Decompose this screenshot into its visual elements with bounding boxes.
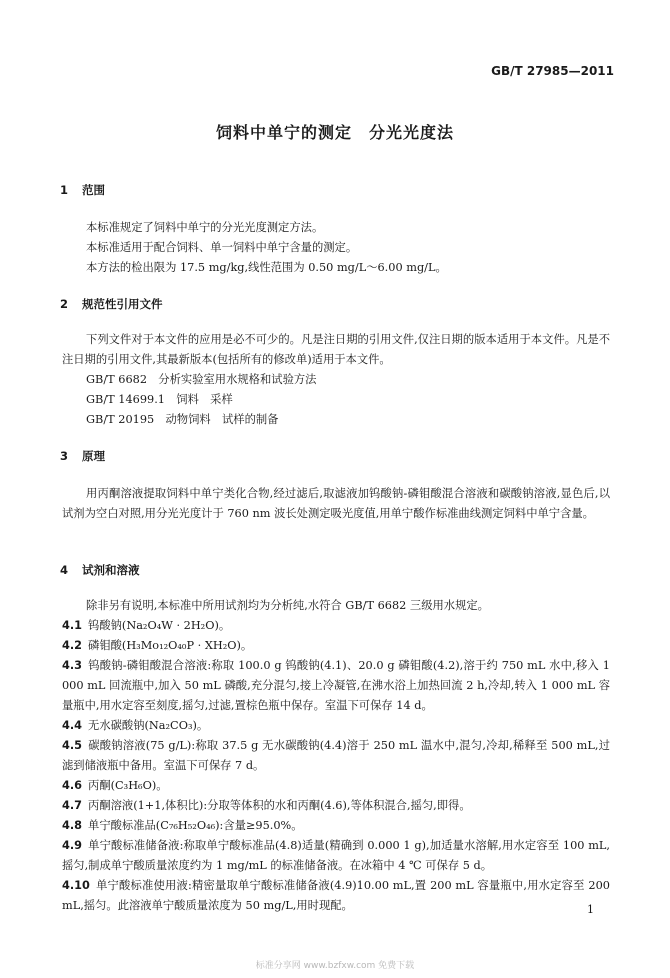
section-4-heading: [60, 562, 140, 578]
paragraph: 本标准规定了饲料中单宁的分光光度测定方法。: [86, 221, 324, 234]
list-item: [62, 716, 610, 736]
section-title: 原理: [82, 449, 105, 463]
paragraph: 除非另有说明,本标准中所用试剂均为分析纯,水符合 GB/T 6682 三级用水规定。: [86, 599, 489, 612]
section-2-heading: [60, 296, 163, 312]
item-number: 4.6: [62, 779, 83, 792]
item-text: 碳酸钠溶液(75 g/L):称取 37.5 g 无水碳酸钠(4.4)溶于 250 mL 温水中,混匀,冷却,稀释至 500 mL,过滤到储液瓶中备用。室温下可保存 7 d。: [62, 739, 610, 772]
item-text: 单宁酸标准储备液:称取单宁酸标准品(4.8)适量(精确到 0.000 1 g),加适量水溶解,用水定容至 100 mL,摇匀,制成单宁酸质量浓度约为 1 mg/mL 的标准储备液。在冰箱中 4 ℃ 可保存 5 d。: [62, 839, 610, 872]
item-text: 钨酸钠(Na₂O₄W · 2H₂O)。: [88, 619, 231, 632]
list-item: [62, 736, 610, 776]
section-number: 1: [60, 183, 69, 197]
section-number: 4: [60, 563, 69, 577]
item-number: 4.7: [62, 799, 83, 812]
reference-item: GB/T 14699.1 饲料 采样: [86, 393, 233, 406]
item-text: 单宁酸标准使用液:精密量取单宁酸标准储备液(4.9)10.00 mL,置 200 mL 容量瓶中,用水定容至 200 mL,摇匀。此溶液单宁酸质量浓度为 50 mg/L,用时现配。: [62, 879, 610, 912]
section-title: 试剂和溶液: [82, 563, 140, 577]
item-number: 4.8: [62, 819, 83, 832]
list-item: [62, 816, 610, 836]
reference-item: GB/T 20195 动物饲料 试样的制备: [86, 413, 279, 426]
item-text: 丙酮溶液(1+1,体积比):分取等体积的水和丙酮(4.6),等体积混合,摇匀,即得。: [88, 799, 471, 812]
list-item: [62, 876, 610, 916]
paragraph: 本方法的检出限为 17.5 mg/kg,线性范围为 0.50 mg/L～6.00 mg/L。: [86, 261, 447, 274]
page-number: 1: [587, 903, 594, 916]
paragraph: 下列文件对于本文件的应用是必不可少的。凡是注日期的引用文件,仅注日期的版本适用于本文件。凡是不注日期的引用文件,其最新版本(包括所有的修改单)适用于本文件。: [62, 333, 610, 366]
list-item: [62, 656, 610, 716]
section-number: 2: [60, 297, 69, 311]
standard-number: GB/T 27985—2011: [491, 64, 614, 78]
item-number: 4.10: [62, 879, 90, 892]
list-item: [62, 796, 610, 816]
list-item: [62, 836, 610, 876]
list-item: [62, 636, 610, 656]
item-number: 4.4: [62, 719, 83, 732]
section-3-heading: [60, 448, 105, 464]
item-number: 4.9: [62, 839, 83, 852]
section-number: 3: [60, 449, 69, 463]
item-text: 无水碳酸钠(Na₂CO₃)。: [88, 719, 209, 732]
item-text: 磷钼酸(H₃Mo₁₂O₄₀P · XH₂O)。: [88, 639, 253, 652]
section-title: 规范性引用文件: [82, 297, 163, 311]
item-number: 4.2: [62, 639, 83, 652]
watermark-footer: 标准分享网 www.bzfxw.com 免费下载: [255, 961, 415, 971]
list-item: [62, 776, 610, 796]
item-text: 丙酮(C₃H₆O)。: [88, 779, 168, 792]
item-text: 单宁酸标准品(C₇₆H₅₂O₄₆):含量≥95.0%。: [88, 819, 303, 832]
list-item: [62, 616, 610, 636]
paragraph: 用丙酮溶液提取饲料中单宁类化合物,经过滤后,取滤液加钨酸钠-磷钼酸混合溶液和碳酸钠溶液,显色后,以试剂为空白对照,用分光光度计于 760 nm 波长处测定吸光度值,用单宁酸作标准曲线测定饲料中单宁含量。: [62, 487, 610, 520]
reference-item: GB/T 6682 分析实验室用水规格和试验方法: [86, 373, 317, 386]
item-number: 4.3: [62, 659, 83, 672]
item-text: 钨酸钠-磷钼酸混合溶液:称取 100.0 g 钨酸钠(4.1)、20.0 g 磷钼酸(4.2),溶于约 750 mL 水中,移入 1 000 mL 回流瓶中,加入 50 mL 磷酸,充分混匀,接上冷凝管,在沸水浴上加热回流 2 h,冷却,转入 1 000 mL 容量瓶中,用水定容至刻度,摇匀,过滤,置棕色瓶中保存。室温下可保存 14 d。: [62, 659, 610, 712]
item-number: 4.5: [62, 739, 83, 752]
paragraph: 本标准适用于配合饲料、单一饲料中单宁含量的测定。: [86, 241, 358, 254]
section-1-heading: [60, 182, 105, 198]
page-title: 饲料中单宁的测定 分光光度法: [215, 123, 454, 142]
item-number: 4.1: [62, 619, 83, 632]
section-title: 范围: [82, 183, 105, 197]
